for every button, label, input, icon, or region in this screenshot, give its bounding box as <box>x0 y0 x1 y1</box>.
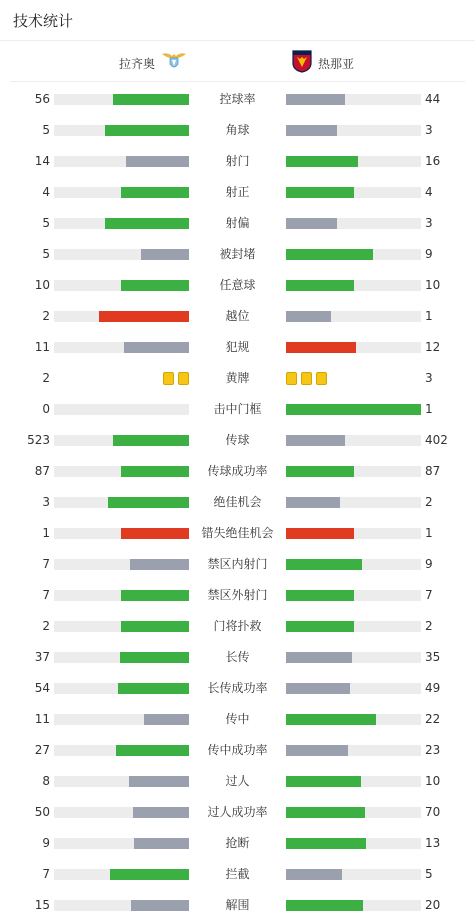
stat-label: 绝佳机会 <box>213 495 262 509</box>
away-value: 22 <box>425 712 441 726</box>
away-bar-track <box>286 683 421 694</box>
away-bar-track <box>286 652 421 663</box>
away-bar <box>286 94 345 105</box>
stat-label: 越位 <box>225 309 250 323</box>
away-value: 1 <box>425 526 433 540</box>
stat-label: 过人 <box>225 774 250 788</box>
home-bar <box>134 838 189 849</box>
stat-row <box>0 239 475 270</box>
away-bar-track <box>286 466 421 477</box>
stat-label: 控球率 <box>219 92 256 106</box>
away-bar <box>286 404 421 415</box>
home-bar-track <box>54 404 189 415</box>
away-bar <box>286 745 348 756</box>
stat-row <box>0 456 475 487</box>
away-value: 49 <box>425 681 441 695</box>
home-value: 56 <box>34 92 50 106</box>
stat-label: 错失绝佳机会 <box>201 526 274 540</box>
home-value: 87 <box>34 464 50 478</box>
away-bar <box>286 249 373 260</box>
away-bar-track <box>286 621 421 632</box>
away-bar-track <box>286 714 421 725</box>
home-bar-track <box>54 528 189 539</box>
home-value: 8 <box>42 774 50 788</box>
home-bar <box>133 807 189 818</box>
home-bar-track <box>54 311 189 322</box>
away-bar-track <box>286 590 421 601</box>
home-value: 2 <box>42 309 50 323</box>
away-bar-track <box>286 156 421 167</box>
home-value: 4 <box>42 185 50 199</box>
away-bar <box>286 125 337 136</box>
away-bar-track <box>286 125 421 136</box>
home-value: 5 <box>42 216 50 230</box>
away-value: 12 <box>425 340 441 354</box>
home-bar-track <box>54 280 189 291</box>
home-bar-track <box>54 621 189 632</box>
stat-row <box>0 270 475 301</box>
home-value: 0 <box>42 402 50 416</box>
home-bar-track <box>54 187 189 198</box>
home-value: 1 <box>42 526 50 540</box>
home-value: 2 <box>42 371 50 385</box>
home-value: 54 <box>34 681 50 695</box>
away-bar <box>286 435 345 446</box>
away-team-name: 热那亚 <box>318 56 355 71</box>
home-bar-track <box>54 590 189 601</box>
teams-header <box>10 41 465 82</box>
home-bar <box>113 94 189 105</box>
home-bar-track <box>54 776 189 787</box>
away-bar <box>286 218 337 229</box>
stat-row <box>0 642 475 673</box>
home-bar-track <box>54 714 189 725</box>
away-bar-track <box>286 435 421 446</box>
home-value: 5 <box>42 247 50 261</box>
stat-label: 长传 <box>225 650 250 664</box>
home-bar <box>121 466 189 477</box>
home-value: 7 <box>42 557 50 571</box>
home-value: 11 <box>34 712 50 726</box>
away-bar <box>286 497 340 508</box>
home-bar <box>121 621 189 632</box>
stat-label: 抢断 <box>225 836 250 850</box>
away-bar-track <box>286 187 421 198</box>
away-value: 402 <box>425 433 448 447</box>
away-bar <box>286 590 354 601</box>
home-value: 5 <box>42 123 50 137</box>
stat-label: 禁区外射门 <box>207 588 268 602</box>
stat-row <box>0 425 475 456</box>
home-bar-track <box>54 466 189 477</box>
yellow-card-icon <box>301 372 312 385</box>
stat-row <box>0 518 475 549</box>
away-bar <box>286 621 354 632</box>
eagle-crest-icon <box>161 51 187 75</box>
yellow-card-icon <box>316 372 327 385</box>
away-bar <box>286 838 366 849</box>
stat-label: 被封堵 <box>219 247 256 261</box>
home-bar-track <box>54 218 189 229</box>
home-bar <box>131 900 189 911</box>
away-bar <box>286 342 356 353</box>
away-value: 4 <box>425 185 433 199</box>
away-value: 35 <box>425 650 441 664</box>
away-bar <box>286 807 365 818</box>
stat-label: 门将扑救 <box>213 619 262 633</box>
away-yellow-cards <box>286 372 327 385</box>
away-bar-track <box>286 776 421 787</box>
home-bar <box>118 683 189 694</box>
away-value: 10 <box>425 774 441 788</box>
away-value: 7 <box>425 588 433 602</box>
stat-label: 传球 <box>225 433 250 447</box>
away-bar-track <box>286 745 421 756</box>
home-bar-track <box>54 125 189 136</box>
stat-row <box>0 363 475 394</box>
home-bar-track <box>54 342 189 353</box>
home-bar <box>105 218 189 229</box>
home-value: 14 <box>34 154 50 168</box>
away-bar <box>286 869 342 880</box>
home-bar-track <box>54 94 189 105</box>
home-bar <box>116 745 189 756</box>
stat-label: 禁区内射门 <box>207 557 268 571</box>
home-value: 11 <box>34 340 50 354</box>
home-bar <box>130 559 189 570</box>
away-value: 13 <box>425 836 441 850</box>
away-bar-track <box>286 94 421 105</box>
home-value: 3 <box>42 495 50 509</box>
away-value: 1 <box>425 309 433 323</box>
stat-row <box>0 797 475 828</box>
stat-row <box>0 177 475 208</box>
home-value: 7 <box>42 867 50 881</box>
away-value: 87 <box>425 464 441 478</box>
away-value: 3 <box>425 216 433 230</box>
home-bar <box>105 125 189 136</box>
stat-label: 长传成功率 <box>207 681 268 695</box>
stat-label: 传球成功率 <box>207 464 268 478</box>
home-team <box>119 51 187 75</box>
away-value: 5 <box>425 867 433 881</box>
away-value: 2 <box>425 495 433 509</box>
away-bar-track <box>286 311 421 322</box>
stat-label: 传中 <box>225 712 250 726</box>
home-bar-track <box>54 497 189 508</box>
stat-row <box>0 332 475 363</box>
away-bar <box>286 311 331 322</box>
away-value: 9 <box>425 247 433 261</box>
home-bar-track <box>54 435 189 446</box>
away-bar-track <box>286 218 421 229</box>
stat-row <box>0 394 475 425</box>
home-value: 27 <box>34 743 50 757</box>
stat-label: 拦截 <box>225 867 250 881</box>
away-bar <box>286 528 354 539</box>
yellow-card-icon <box>178 372 189 385</box>
stat-label: 射正 <box>225 185 250 199</box>
away-bar <box>286 652 352 663</box>
stat-row <box>0 580 475 611</box>
away-value: 3 <box>425 371 433 385</box>
stat-label: 过人成功率 <box>207 805 268 819</box>
stat-row <box>0 735 475 766</box>
home-bar <box>129 776 189 787</box>
home-yellow-cards <box>163 372 189 385</box>
away-team <box>292 49 354 77</box>
stat-row <box>0 487 475 518</box>
stat-row <box>0 549 475 580</box>
away-bar-track <box>286 497 421 508</box>
home-value: 9 <box>42 836 50 850</box>
home-value: 10 <box>34 278 50 292</box>
home-bar <box>120 652 189 663</box>
stat-label: 犯规 <box>225 340 250 354</box>
away-bar <box>286 683 350 694</box>
stat-label: 角球 <box>225 123 250 137</box>
stat-row <box>0 611 475 642</box>
away-bar <box>286 714 376 725</box>
away-value: 44 <box>425 92 441 106</box>
stat-label: 射门 <box>225 154 250 168</box>
home-bar-track <box>54 683 189 694</box>
away-bar-track <box>286 559 421 570</box>
away-bar-track <box>286 807 421 818</box>
home-value: 2 <box>42 619 50 633</box>
stat-row <box>0 890 475 919</box>
home-bar <box>113 435 189 446</box>
home-value: 7 <box>42 588 50 602</box>
away-bar-track <box>286 869 421 880</box>
home-value: 37 <box>34 650 50 664</box>
stat-row <box>0 766 475 797</box>
away-bar <box>286 280 354 291</box>
away-value: 10 <box>425 278 441 292</box>
away-bar <box>286 156 358 167</box>
griffin-shield-icon <box>292 49 312 77</box>
home-bar-track <box>54 869 189 880</box>
away-bar-track <box>286 900 421 911</box>
yellow-card-icon <box>163 372 174 385</box>
stat-label: 击中门框 <box>213 402 262 416</box>
stat-row <box>0 115 475 146</box>
yellow-card-icon <box>286 372 297 385</box>
stat-row <box>0 208 475 239</box>
away-value: 1 <box>425 402 433 416</box>
home-bar-track <box>54 156 189 167</box>
home-bar <box>110 869 189 880</box>
home-bar <box>124 342 189 353</box>
home-value: 523 <box>27 433 50 447</box>
away-value: 2 <box>425 619 433 633</box>
home-bar <box>144 714 189 725</box>
away-bar <box>286 900 363 911</box>
away-bar-track <box>286 280 421 291</box>
home-value: 15 <box>34 898 50 912</box>
stat-label: 传中成功率 <box>207 743 268 757</box>
home-bar <box>121 187 189 198</box>
stat-row <box>0 146 475 177</box>
away-bar <box>286 466 354 477</box>
home-bar <box>121 280 189 291</box>
away-bar-track <box>286 838 421 849</box>
away-value: 20 <box>425 898 441 912</box>
home-bar-track <box>54 249 189 260</box>
home-bar <box>141 249 189 260</box>
away-bar <box>286 187 354 198</box>
stat-label: 射偏 <box>225 216 250 230</box>
home-bar-track <box>54 838 189 849</box>
home-bar-track <box>54 745 189 756</box>
home-bar <box>99 311 189 322</box>
stat-row <box>0 84 475 115</box>
away-value: 23 <box>425 743 441 757</box>
away-value: 3 <box>425 123 433 137</box>
away-bar-track <box>286 528 421 539</box>
home-bar-track <box>54 807 189 818</box>
away-bar-track <box>286 342 421 353</box>
home-bar <box>126 156 189 167</box>
stat-row <box>0 673 475 704</box>
home-value: 50 <box>34 805 50 819</box>
stat-label: 任意球 <box>219 278 256 292</box>
away-value: 9 <box>425 557 433 571</box>
home-bar <box>121 528 189 539</box>
away-bar-track <box>286 249 421 260</box>
home-team-name: 拉齐奥 <box>118 56 155 71</box>
home-bar <box>121 590 189 601</box>
away-bar <box>286 776 361 787</box>
header <box>0 0 475 41</box>
page-title: 技术统计 <box>13 11 74 30</box>
away-value: 16 <box>425 154 441 168</box>
stat-row <box>0 704 475 735</box>
home-bar-track <box>54 652 189 663</box>
home-bar <box>108 497 189 508</box>
stat-row <box>0 828 475 859</box>
home-bar-track <box>54 900 189 911</box>
stat-row <box>0 301 475 332</box>
stat-label: 解围 <box>225 898 250 912</box>
away-bar-track <box>286 404 421 415</box>
stat-label: 黄牌 <box>225 371 250 385</box>
away-bar <box>286 559 362 570</box>
away-value: 70 <box>425 805 441 819</box>
home-bar-track <box>54 559 189 570</box>
stat-row <box>0 859 475 890</box>
